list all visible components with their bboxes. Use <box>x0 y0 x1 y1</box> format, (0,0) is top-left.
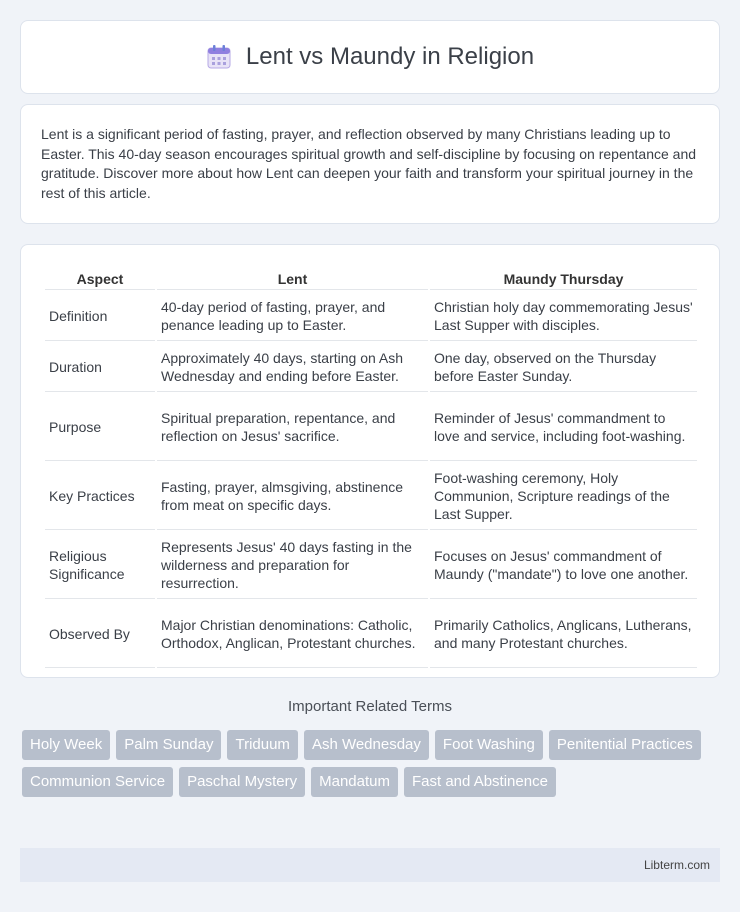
comparison-card <box>20 244 720 678</box>
table-row <box>45 343 697 392</box>
footer <box>20 848 720 882</box>
header-maundy: Maundy Thursday <box>430 267 697 290</box>
table-header-row <box>45 267 697 290</box>
row-maundy: Reminder of Jesus' commandment to love and service, including foot-washing. <box>430 394 697 461</box>
row-lent: Major Christian denominations: Catholic, Orthodox, Anglican, Protestant churches. <box>157 601 428 668</box>
row-aspect: Religious Significance <box>45 532 155 599</box>
row-aspect: Key Practices <box>45 463 155 530</box>
related-terms-title: Important Related Terms <box>288 698 452 715</box>
row-lent: Approximately 40 days, starting on Ash Wednesday and ending before Easter. <box>157 343 428 392</box>
page-title: Lent vs Maundy in Religion <box>245 43 535 70</box>
row-lent: Spiritual preparation, repentance, and reflection on Jesus' sacrifice. <box>157 394 428 461</box>
table-row <box>45 394 697 461</box>
related-term-tag[interactable]: Communion Service <box>22 767 173 797</box>
comparison-table <box>43 265 699 670</box>
related-term-tag[interactable]: Mandatum <box>311 767 398 797</box>
row-lent: 40-day period of fasting, prayer, and penance leading up to Easter. <box>157 292 428 341</box>
related-terms-list <box>22 730 722 804</box>
row-maundy: Focuses on Jesus' commandment of Maundy ("mandate") to love one another. <box>430 532 697 599</box>
table-row <box>45 463 697 530</box>
intro-card <box>20 104 720 224</box>
related-term-tag[interactable]: Foot Washing <box>435 730 543 760</box>
row-maundy: One day, observed on the Thursday before Easter Sunday. <box>430 343 697 392</box>
row-aspect: Purpose <box>45 394 155 461</box>
row-aspect: Observed By <box>45 601 155 668</box>
table-row <box>45 601 697 668</box>
footer-brand-link[interactable]: Libterm.com <box>643 858 710 872</box>
title-card <box>20 20 720 94</box>
row-aspect: Duration <box>45 343 155 392</box>
table-row <box>45 292 697 341</box>
header-lent: Lent <box>157 267 428 290</box>
row-maundy: Christian holy day commemorating Jesus' Last Supper with disciples. <box>430 292 697 341</box>
related-term-tag[interactable]: Ash Wednesday <box>304 730 429 760</box>
related-term-tag[interactable]: Palm Sunday <box>116 730 221 760</box>
row-maundy: Foot-washing ceremony, Holy Communion, Scripture readings of the Last Supper. <box>430 463 697 530</box>
calendar-icon <box>206 44 232 70</box>
row-lent: Represents Jesus' 40 days fasting in the wilderness and preparation for resurrection. <box>157 532 428 599</box>
related-term-tag[interactable]: Paschal Mystery <box>179 767 305 797</box>
intro-text: Lent is a significant period of fasting, prayer, and reflection observed by many Christians leading up to Easter. This 40-day season encourages spiritual growth and self-discipline by focusing on repentance and gratitude. Discover more about how Lent can deepen your faith and transform your spiritual journey in the rest of this article. <box>41 126 697 201</box>
table-row <box>45 532 697 599</box>
header-aspect: Aspect <box>45 267 155 290</box>
related-term-tag[interactable]: Fast and Abstinence <box>404 767 556 797</box>
row-aspect: Definition <box>45 292 155 341</box>
row-maundy: Primarily Catholics, Anglicans, Lutherans, and many Protestant churches. <box>430 601 697 668</box>
row-lent: Fasting, prayer, almsgiving, abstinence from meat on specific days. <box>157 463 428 530</box>
related-term-tag[interactable]: Penitential Practices <box>549 730 701 760</box>
related-term-tag[interactable]: Holy Week <box>22 730 110 760</box>
related-term-tag[interactable]: Triduum <box>227 730 297 760</box>
